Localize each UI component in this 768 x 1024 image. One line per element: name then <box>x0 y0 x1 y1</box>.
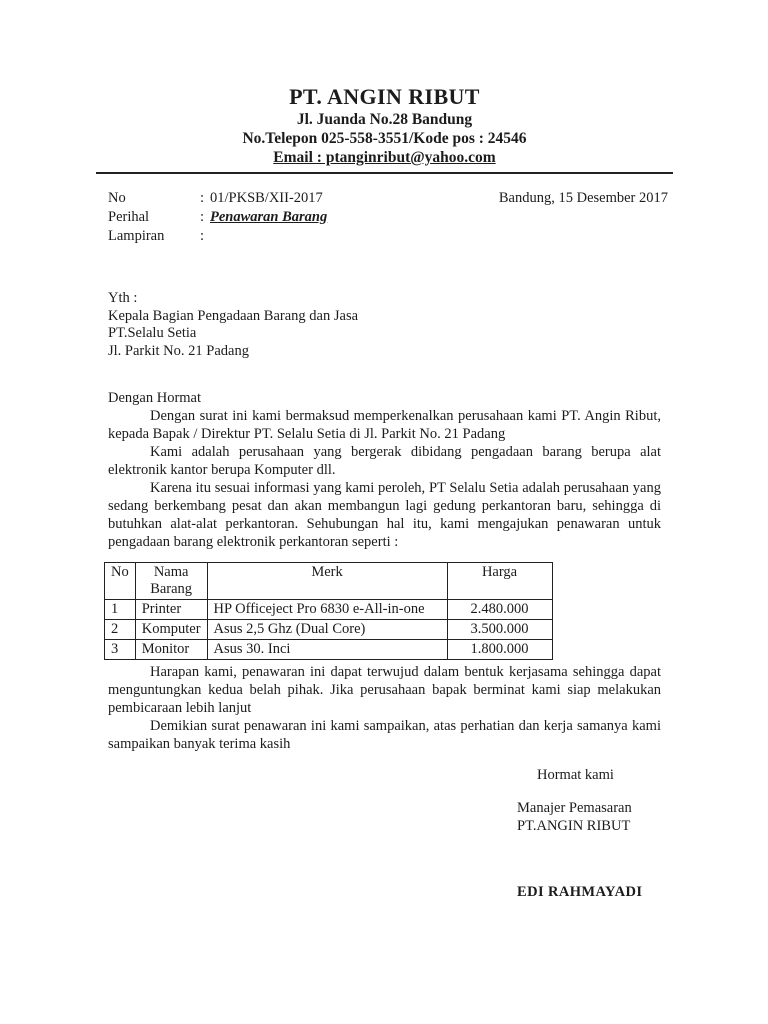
meta-label-perihal: Perihal <box>108 209 150 225</box>
recipient-salutation: Yth : <box>108 290 138 306</box>
item-brand: Asus 2,5 Ghz (Dual Core) <box>207 620 447 640</box>
table-row <box>105 600 553 620</box>
meta-row-perihal <box>108 208 668 227</box>
closing-paragraph-2: Demikian surat penawaran ini kami sampaikan, atas perhatian dan kerja samanya kami sampaikan banyak terima kasih <box>108 718 661 752</box>
body-paragraph-3: Karena itu sesuai informasi yang kami peroleh, PT Selalu Setia adalah perusahaan yang sedang berkembang pesat dan akan membangun lagi gedung perkantoran baru, sehingga di butuhkan alat-alat perkantoran. Sehubungan hal itu, kami mengajukan penawaran untuk pengadaan barang elektronik perkantoran seperti : <box>108 480 661 550</box>
item-price: 1.800.000 <box>447 640 552 660</box>
signer-title: Manajer Pemasaran <box>517 800 632 816</box>
meta-row-lampiran <box>108 227 668 246</box>
letter-number: 01/PKSB/XII-2017 <box>210 190 323 206</box>
item-brand: Asus 30. Inci <box>207 640 447 660</box>
meta-separator: : <box>200 209 205 225</box>
meta-separator: : <box>200 190 205 206</box>
item-price: 3.500.000 <box>447 620 552 640</box>
item-name: Monitor <box>135 640 207 660</box>
body-paragraph-2: Kami adalah perusahaan yang bergerak dibidang pengadaan barang berupa alat elektronik kantor berupa Komputer dll. <box>108 444 661 478</box>
recipient-block <box>108 290 358 360</box>
item-no: 1 <box>105 600 136 620</box>
opening-salutation: Dengan Hormat <box>108 390 202 406</box>
signer-company: PT.ANGIN RIBUT <box>517 818 631 834</box>
recipient-company: PT.Selalu Setia <box>108 325 197 341</box>
header-harga: Harga <box>447 563 552 600</box>
closing-paragraph-1: Harapan kami, penawaran ini dapat terwujud dalam bentuk kerjasama sehingga dapat menguntungkan kedua belah pihak. Jika perusahaan bapak berminat kami siap melakukan pembicaraan lebih lanjut <box>108 664 661 716</box>
signature-block <box>517 766 642 901</box>
header-nama-barang: Nama Barang <box>135 563 207 600</box>
header-merk: Merk <box>207 563 447 600</box>
item-name: Komputer <box>135 620 207 640</box>
meta-separator: : <box>200 228 205 244</box>
header-no: No <box>105 563 136 600</box>
company-name: PT. ANGIN RIBUT <box>289 84 480 109</box>
recipient-title: Kepala Bagian Pengadaan Barang dan Jasa <box>108 307 359 324</box>
company-phone: No.Telepon 025-558-3551/Kode pos : 24546 <box>242 130 527 147</box>
items-table <box>104 562 553 660</box>
company-address: Jl. Juanda No.28 Bandung <box>296 111 473 128</box>
table-row <box>105 640 553 660</box>
letter-subject: Penawaran Barang <box>210 209 328 225</box>
body-paragraph-1: Dengan surat ini kami bermaksud memperkenalkan perusahaan kami PT. Angin Ribut, kepada Bapak / Direktur PT. Selalu Setia di Jl. Parkit No. 21 Padang <box>108 408 661 442</box>
closing-block <box>108 663 661 753</box>
letter-meta <box>108 189 668 246</box>
signature-salutation: Hormat kami <box>537 767 614 783</box>
letter-body <box>108 389 661 551</box>
item-price: 2.480.000 <box>447 600 552 620</box>
item-name: Printer <box>135 600 207 620</box>
table-row <box>105 620 553 640</box>
recipient-address: Jl. Parkit No. 21 Padang <box>108 342 249 359</box>
date-line: Bandung, 15 Desember 2017 <box>498 190 668 206</box>
company-email: Email : ptanginribut@yahoo.com <box>273 149 496 166</box>
item-no: 2 <box>105 620 136 640</box>
meta-label-lampiran: Lampiran <box>108 228 165 244</box>
letterhead <box>96 84 673 174</box>
table-header-row <box>105 563 553 600</box>
signer-name: EDI RAHMAYADI <box>517 884 643 900</box>
meta-label-no: No <box>108 190 126 206</box>
item-no: 3 <box>105 640 136 660</box>
item-brand: HP Officeject Pro 6830 e-All-in-one <box>207 600 447 620</box>
